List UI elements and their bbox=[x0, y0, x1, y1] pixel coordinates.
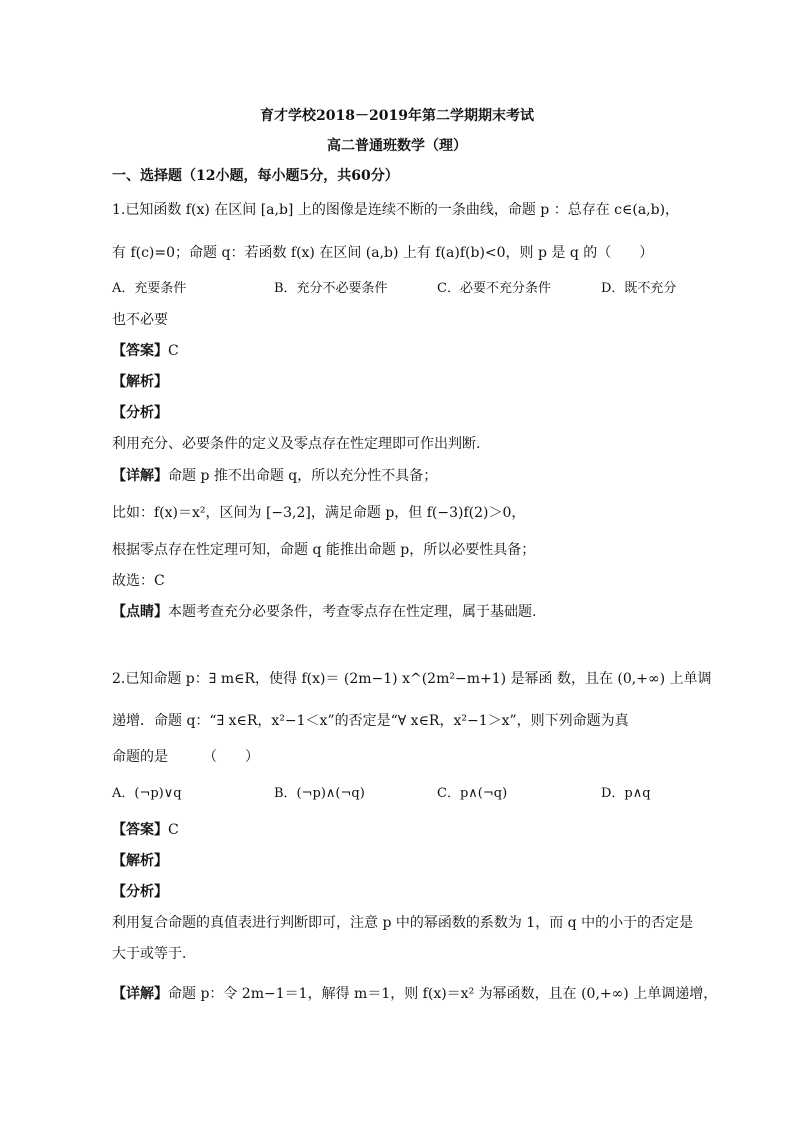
q1-option-c: C．必要不充分条件 bbox=[437, 281, 551, 296]
detail-label: 【详解】 bbox=[112, 986, 168, 1002]
comment-text: 本题考查充分必要条件，考查零点存在性定理，属于基础题. bbox=[168, 604, 537, 620]
detail-text: 命题 p：令 2m−1＝1，解得 m＝1，则 f(x)＝x² 为幂函数，且在 (0,+∞) 上单调递增， bbox=[168, 986, 718, 1002]
q1-detail bbox=[112, 466, 437, 486]
q1-fenxi-label: 【分析】 bbox=[112, 405, 168, 421]
q2-option-b: B．(¬p)∧(¬q) bbox=[274, 786, 365, 801]
q2-fenxi-label: 【分析】 bbox=[112, 884, 168, 900]
answer-label: 【答案】 bbox=[112, 343, 168, 359]
q2-stem-line3: 命题的是 （ ） bbox=[112, 749, 259, 765]
q2-fenxi-line2: 大于或等于． bbox=[112, 946, 196, 962]
q2-detail bbox=[112, 984, 717, 1004]
q2-option-d: D．p∧q bbox=[601, 786, 651, 801]
q2-analysis-label: 【解析】 bbox=[112, 853, 168, 869]
q1-option-a: A．充要条件 bbox=[112, 281, 187, 296]
q2-fenxi-line1: 利用复合命题的真值表进行判断即可，注意 p 中的幂函数的系数为 1，而 q 中的小于的否定是 bbox=[112, 915, 694, 931]
q2-option-a: A．(¬p)∨q bbox=[112, 786, 182, 801]
q2-option-c: C．p∧(¬q) bbox=[437, 786, 508, 801]
q2-answer bbox=[112, 820, 179, 840]
q1-option-b: B．充分不必要条件 bbox=[274, 281, 388, 296]
answer-label: 【答案】 bbox=[112, 822, 168, 838]
q1-reason: 根据零点存在性定理可知，命题 q 能推出命题 p，所以必要性具备； bbox=[112, 542, 536, 558]
q1-stem-line2: 有 f(c)=0；命题 q：若函数 f(x) 在区间 (a,b) 上有 f(a)f(b)<0，则 p 是 q 的（ ） bbox=[112, 245, 654, 261]
section-heading: 一、选择题（12小题，每小题5分，共60分） bbox=[112, 168, 399, 184]
exam-subtitle: 高二普通班数学（理） bbox=[327, 138, 467, 154]
q1-comment bbox=[112, 602, 536, 622]
q2-stem-line1: 2.已知命题 p：∃ m∈R，使得 f(x)＝ (2m−1) x^(2m²−m+1) 是幂函 数，且在 (0,+∞) 上单调 bbox=[112, 671, 712, 687]
q1-answer bbox=[112, 341, 179, 361]
comment-label: 【点睛】 bbox=[112, 604, 168, 620]
answer-value: C bbox=[168, 822, 179, 838]
detail-label: 【详解】 bbox=[112, 468, 168, 484]
q1-example: 比如：f(x)＝x²，区间为 [−3,2]，满足命题 p，但 f(−3)f(2)＞0， bbox=[112, 505, 526, 521]
q1-stem-line1: 1.已知函数 f(x) 在区间 [a,b] 上的图像是连续不断的一条曲线，命题 p ：总存在 c∈(a,b)， bbox=[112, 202, 680, 218]
q1-analysis-label: 【解析】 bbox=[112, 374, 168, 390]
exam-title: 育才学校2018－2019年第二学期期末考试 bbox=[260, 108, 534, 124]
detail-text: 命题 p 推不出命题 q，所以充分性不具备； bbox=[168, 468, 438, 484]
q1-option-d: D．既不充分 bbox=[601, 281, 677, 296]
q2-stem-line2: 递增．命题 q：“∃ x∈R，x²−1＜x”的否定是“∀ x∈R，x²−1＞x”，则下列命题为真 bbox=[112, 713, 629, 729]
q1-option-d-cont: 也不必要 bbox=[112, 312, 168, 328]
q1-choose: 故选：C bbox=[112, 573, 165, 589]
q1-fenxi-text: 利用充分、必要条件的定义及零点存在性定理即可作出判断. bbox=[112, 436, 481, 452]
answer-value: C bbox=[168, 343, 179, 359]
